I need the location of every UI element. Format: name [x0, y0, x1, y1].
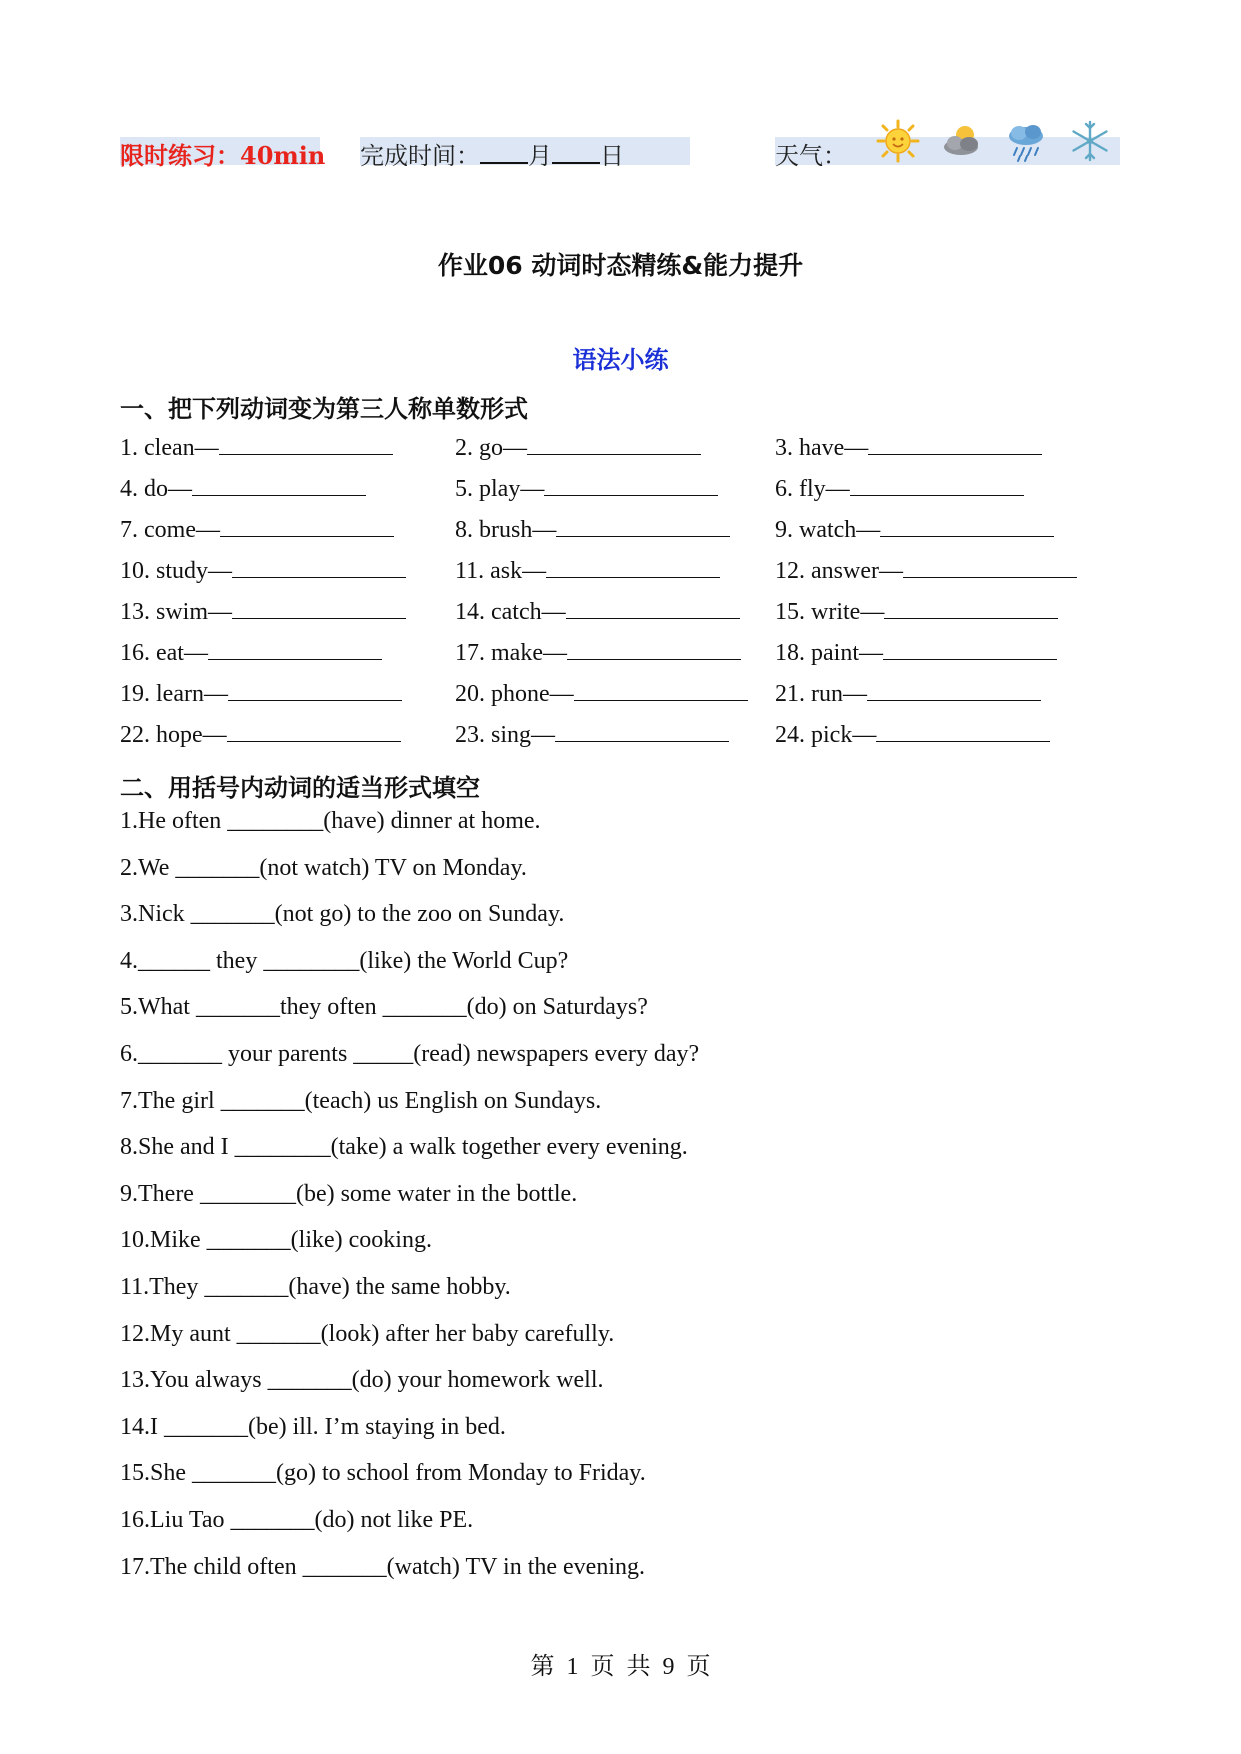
day-blank[interactable]: [552, 140, 600, 164]
verb-item: [120, 432, 393, 462]
partly-cloudy-icon[interactable]: [939, 118, 985, 164]
weather-icons: [875, 118, 1113, 164]
verb-item: [120, 555, 406, 585]
completion-time: [360, 136, 624, 171]
answer-blank[interactable]: [208, 637, 382, 660]
sentence-item[interactable]: 11.They _______(have) the same hobby.: [120, 1273, 511, 1300]
sun-icon[interactable]: [875, 118, 921, 164]
verb-item: [120, 637, 382, 667]
sentence-item[interactable]: 16.Liu Tao _______(do) not like PE.: [120, 1506, 474, 1533]
verb-label: 6. fly—: [775, 476, 850, 502]
verb-label: 12. answer—: [775, 558, 903, 584]
month-blank[interactable]: [480, 140, 528, 164]
sentence-item[interactable]: 9.There ________(be) some water in the bottle.: [120, 1180, 578, 1207]
verb-item: [775, 719, 1050, 749]
verb-label: 14. catch—: [455, 599, 566, 625]
answer-blank[interactable]: [567, 637, 741, 660]
verb-item: [775, 596, 1058, 626]
verb-grid: [120, 432, 1120, 760]
verb-item: [120, 473, 366, 503]
sentence-item[interactable]: 3.Nick _______(not go) to the zoo on Sunday.: [120, 901, 565, 928]
verb-label: 17. make—: [455, 640, 567, 666]
verb-label: 13. swim—: [120, 599, 233, 625]
answer-blank[interactable]: [228, 678, 402, 701]
verb-label: 11. ask—: [455, 558, 547, 584]
verb-label: 8. brush—: [455, 517, 557, 543]
answer-blank[interactable]: [192, 473, 366, 496]
sentence-item[interactable]: 15.She _______(go) to school from Monday to Friday.: [120, 1460, 646, 1487]
answer-blank[interactable]: [868, 432, 1042, 455]
verb-label: 9. watch—: [775, 517, 881, 543]
verb-label: 21. run—: [775, 681, 867, 707]
section2-heading: 二、用括号内动词的适当形式填空: [120, 774, 480, 802]
completion-time-label: 完成时间：: [360, 142, 480, 170]
verb-item: [455, 514, 730, 544]
verb-label: 2. go—: [455, 435, 527, 461]
verb-label: 24. pick—: [775, 722, 877, 748]
grid-row: [120, 555, 1120, 596]
answer-blank[interactable]: [883, 637, 1057, 660]
sentence-item[interactable]: 13.You always _______(do) your homework well.: [120, 1367, 604, 1394]
verb-item: [455, 473, 718, 503]
verb-item: [775, 637, 1057, 667]
answer-blank[interactable]: [220, 514, 394, 537]
answer-blank[interactable]: [232, 596, 406, 619]
answer-blank[interactable]: [850, 473, 1024, 496]
sentence-item[interactable]: 4.______ they ________(like) the World Cup?: [120, 947, 569, 974]
verb-item: [455, 719, 729, 749]
answer-blank[interactable]: [527, 432, 701, 455]
verb-label: 15. write—: [775, 599, 885, 625]
verb-item: [775, 432, 1042, 462]
verb-item: [120, 596, 406, 626]
weather: [775, 136, 847, 171]
answer-blank[interactable]: [566, 596, 740, 619]
time-limit-value: 40min: [240, 141, 326, 170]
day-label: 日: [600, 142, 624, 170]
sentence-item[interactable]: 14.I _______(be) ill. I’m staying in bed.: [120, 1413, 506, 1440]
fill-in-sentences: [120, 808, 1120, 1600]
verb-label: 23. sing—: [455, 722, 556, 748]
grid-row: [120, 719, 1120, 760]
answer-blank[interactable]: [544, 473, 718, 496]
verb-label: 18. paint—: [775, 640, 883, 666]
verb-item: [775, 678, 1041, 708]
grid-row: [120, 637, 1120, 678]
sentence-item[interactable]: 17.The child often _______(watch) TV in the evening.: [120, 1553, 645, 1580]
verb-item: [775, 473, 1024, 503]
time-limit-label: 限时练习：: [120, 141, 240, 170]
sentence-item[interactable]: 6._______ your parents _____(read) newspapers every day?: [120, 1040, 700, 1067]
answer-blank[interactable]: [867, 678, 1041, 701]
grid-row: [120, 473, 1120, 514]
sentence-item[interactable]: 10.Mike _______(like) cooking.: [120, 1227, 432, 1254]
verb-label: 19. learn—: [120, 681, 228, 707]
answer-blank[interactable]: [227, 719, 401, 742]
verb-label: 22. hope—: [120, 722, 227, 748]
verb-item: [455, 596, 740, 626]
weather-label: 天气：: [775, 142, 847, 170]
answer-blank[interactable]: [876, 719, 1050, 742]
verb-item: [455, 637, 741, 667]
month-label: 月: [528, 142, 552, 170]
verb-label: 10. study—: [120, 558, 233, 584]
grid-row: [120, 596, 1120, 637]
answer-blank[interactable]: [232, 555, 406, 578]
answer-blank[interactable]: [219, 432, 393, 455]
sentence-item[interactable]: 8.She and I ________(take) a walk together every evening.: [120, 1134, 688, 1161]
section-subtitle: 语法小练: [572, 346, 669, 374]
verb-item: [120, 719, 401, 749]
answer-blank[interactable]: [556, 514, 730, 537]
sentence-item[interactable]: 12.My aunt _______(look) after her baby carefully.: [120, 1320, 615, 1347]
grid-row: [120, 678, 1120, 719]
answer-blank[interactable]: [574, 678, 748, 701]
sentence-item[interactable]: 1.He often ________(have) dinner at home.: [120, 808, 541, 834]
snowflake-icon[interactable]: [1067, 118, 1113, 164]
verb-item: [120, 514, 394, 544]
answer-blank[interactable]: [884, 596, 1058, 619]
answer-blank[interactable]: [880, 514, 1054, 537]
sentence-item[interactable]: 5.What _______they often _______(do) on Saturdays?: [120, 994, 648, 1021]
answer-blank[interactable]: [546, 555, 720, 578]
verb-label: 5. play—: [455, 476, 545, 502]
answer-blank[interactable]: [555, 719, 729, 742]
verb-item: [775, 555, 1077, 585]
worksheet-title: 作业06 动词时态精练&能力提升: [437, 251, 804, 280]
grid-row: [120, 432, 1120, 473]
rain-icon[interactable]: [1003, 118, 1049, 164]
time-limit: [120, 136, 325, 171]
header-band: [120, 132, 1120, 170]
verb-label: 3. have—: [775, 435, 869, 461]
verb-label: 20. phone—: [455, 681, 574, 707]
sentence-item[interactable]: 7.The girl _______(teach) us English on Sundays.: [120, 1087, 602, 1114]
verb-item: [775, 514, 1054, 544]
page-footer: 第 1 页 共 9 页: [530, 1654, 711, 1680]
verb-label: 7. come—: [120, 517, 220, 543]
answer-blank[interactable]: [903, 555, 1077, 578]
verb-label: 4. do—: [120, 476, 192, 502]
verb-item: [120, 678, 402, 708]
grid-row: [120, 514, 1120, 555]
verb-item: [455, 678, 748, 708]
verb-item: [455, 555, 720, 585]
verb-label: 16. eat—: [120, 640, 208, 666]
sentence-item[interactable]: 2.We _______(not watch) TV on Monday.: [120, 854, 527, 881]
verb-label: 1. clean—: [120, 435, 219, 461]
section1-heading: 一、把下列动词变为第三人称单数形式: [120, 395, 528, 423]
verb-item: [455, 432, 701, 462]
